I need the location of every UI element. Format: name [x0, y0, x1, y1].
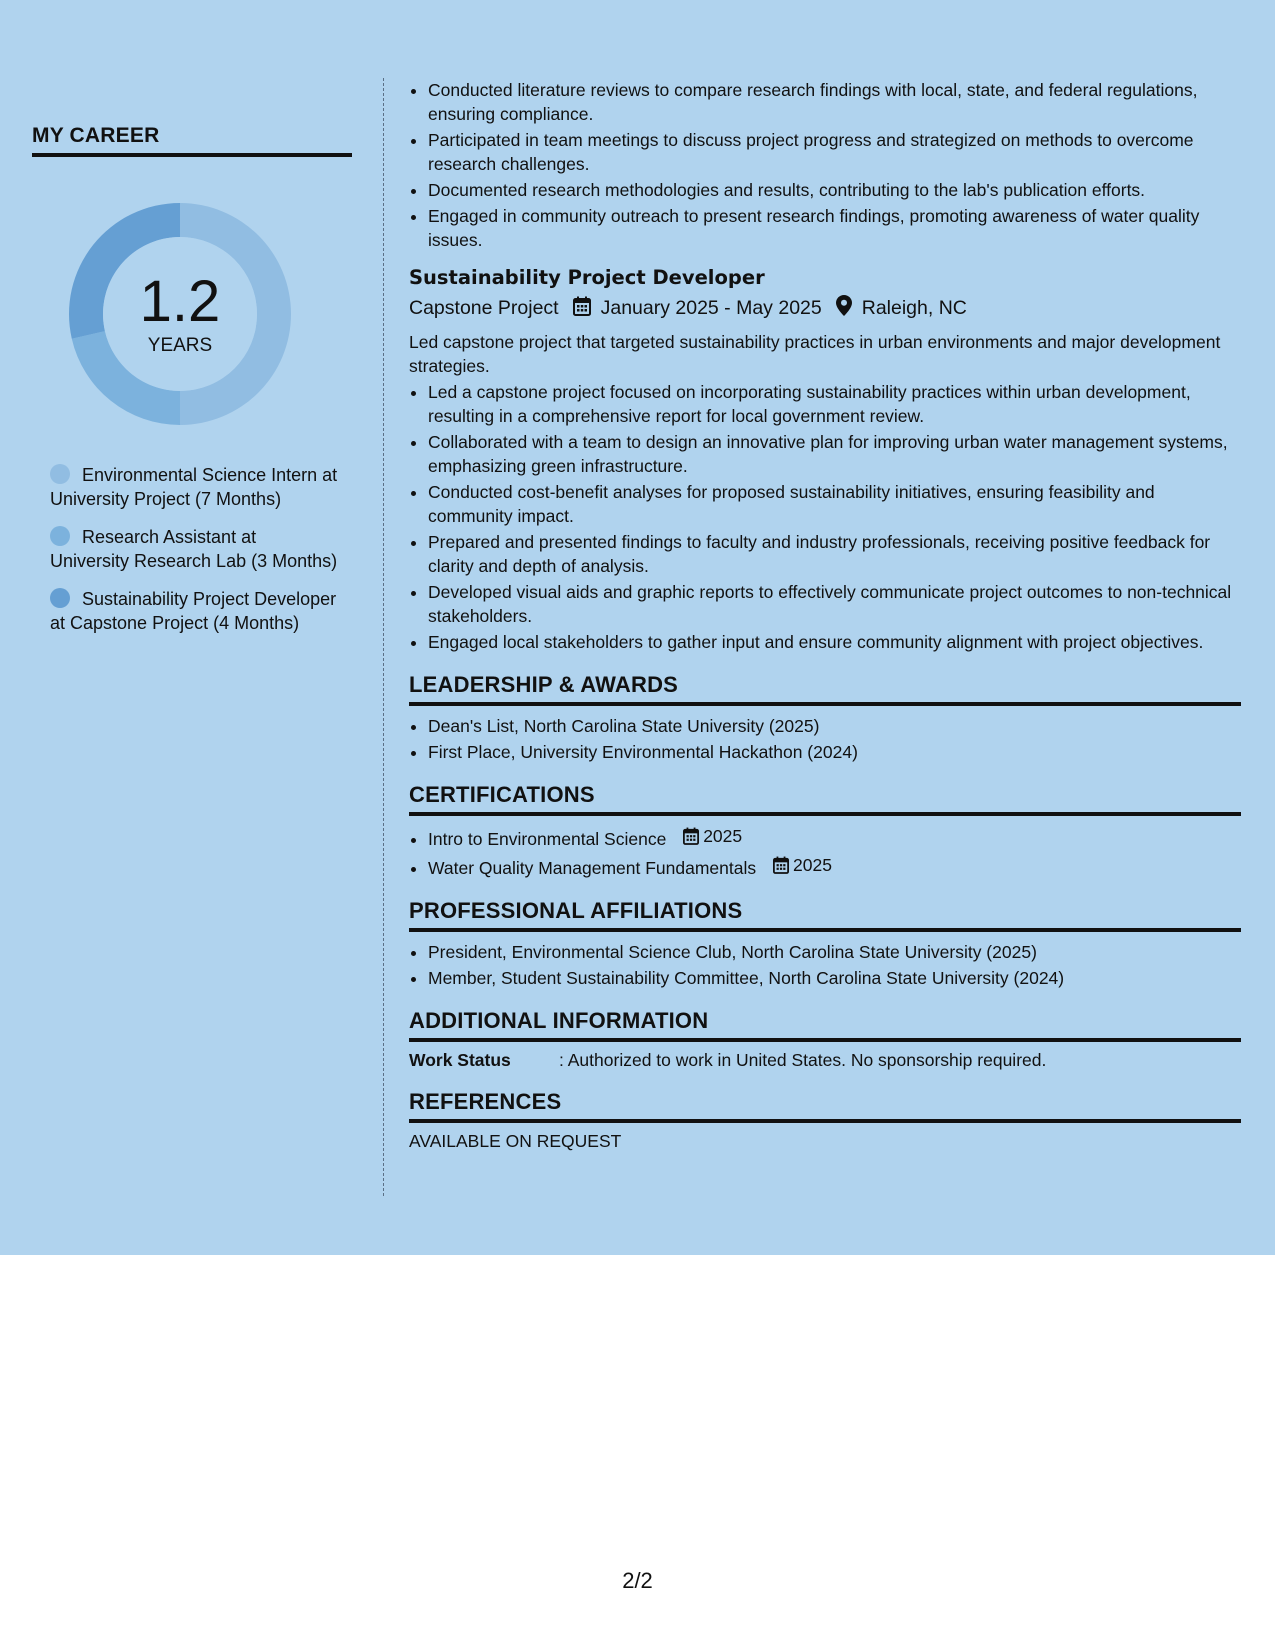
legend-dot — [50, 588, 70, 608]
legend-item — [50, 463, 340, 511]
legend-label: Research Assistant at University Research Lab (3 Months) — [50, 527, 338, 571]
bullet-item: • Engaged local stakeholders to gather input and ensure community alignment with project objectives. — [428, 630, 1241, 654]
career-donut-chart — [65, 199, 295, 429]
column-divider — [383, 78, 384, 1196]
legend-item — [50, 525, 340, 573]
job-title: Sustainability Project Developer — [409, 266, 765, 289]
legend-item — [50, 587, 340, 635]
certification-year — [773, 853, 832, 877]
previous-job-bullets — [409, 78, 1241, 252]
references-text: AVAILABLE ON REQUEST — [409, 1131, 622, 1151]
leadership-heading: LEADERSHIP & AWARDS — [409, 672, 1241, 706]
bullet-item: • Conducted literature reviews to compare research findings with local, state, and federal regulations, ensuring compliance. — [428, 78, 1241, 126]
job-dates: January 2025 - May 2025 — [600, 297, 822, 319]
references-section — [409, 1089, 1241, 1152]
certification-year — [683, 824, 742, 848]
calendar-icon — [773, 856, 789, 874]
list-item: • First Place, University Environmental Hackathon (2024) — [428, 740, 1241, 764]
references-heading: REFERENCES — [409, 1089, 1241, 1123]
legend-label: Environmental Science Intern at University Project (7 Months) — [50, 465, 338, 509]
list-item: • President, Environmental Science Club, North Carolina State University (2025) — [428, 940, 1241, 964]
additional-info-section — [409, 1008, 1241, 1071]
certifications-section — [409, 782, 1241, 880]
job-description: Led capstone project that targeted sustainability practices in urban environments and major development strategies. — [409, 332, 1221, 376]
calendar-icon — [573, 296, 591, 322]
list-item: • Dean's List, North Carolina State University (2025) — [428, 714, 1241, 738]
affiliations-list — [409, 940, 1241, 990]
bullet-item: • Developed visual aids and graphic reports to effectively communicate project outcomes to non-technical stakeholders. — [428, 580, 1241, 628]
job-company: Capstone Project — [409, 297, 559, 319]
work-status-row — [409, 1050, 1241, 1071]
affiliations-section — [409, 898, 1241, 990]
map-pin-icon — [836, 295, 852, 322]
calendar-icon — [683, 827, 699, 845]
certification-name: Intro to Environmental Science — [428, 829, 667, 849]
certifications-heading: CERTIFICATIONS — [409, 782, 1241, 816]
additional-info-heading: ADDITIONAL INFORMATION — [409, 1008, 1241, 1042]
career-sidebar — [32, 124, 352, 649]
certifications-list — [409, 824, 1241, 880]
bullet-item: • Participated in team meetings to discuss project progress and strategized on methods to overcome research challenges. — [428, 128, 1241, 176]
career-heading: MY CAREER — [32, 124, 352, 157]
list-item: • Member, Student Sustainability Committee, North Carolina State University (2024) — [428, 966, 1241, 990]
legend-label: Sustainability Project Developer at Capstone Project (4 Months) — [50, 589, 337, 633]
work-status-value: : Authorized to work in United States. No sponsorship required. — [559, 1050, 1047, 1070]
legend-dot — [50, 526, 70, 546]
bullet-item: • Collaborated with a team to design an innovative plan for improving urban water management systems, emphasizing green infrastructure. — [428, 430, 1241, 478]
donut-center — [65, 199, 295, 429]
bullet-item: • Led a capstone project focused on incorporating sustainability practices within urban development, resulting in a comprehensive report for local government review. — [428, 380, 1241, 428]
job-meta — [409, 295, 1241, 322]
list-item — [428, 824, 1241, 851]
bullet-item: • Engaged in community outreach to present research findings, promoting awareness of water quality issues. — [428, 204, 1241, 252]
leadership-section — [409, 672, 1241, 764]
bullet-item: • Documented research methodologies and results, contributing to the lab's publication efforts. — [428, 178, 1241, 202]
main-content — [409, 78, 1241, 1152]
career-legend — [50, 463, 340, 635]
list-item — [428, 853, 1241, 880]
certification-name: Water Quality Management Fundamentals — [428, 858, 757, 878]
bullet-item: • Prepared and presented findings to faculty and industry professionals, receiving positive feedback for clarity and depth of analysis. — [428, 530, 1241, 578]
job-bullets — [409, 380, 1241, 654]
total-years-value: 1.2 — [139, 269, 221, 334]
affiliations-heading: PROFESSIONAL AFFILIATIONS — [409, 898, 1241, 932]
page-number: 2/2 — [622, 1568, 653, 1593]
legend-dot — [50, 464, 70, 484]
certification-year-text: 2025 — [793, 855, 832, 875]
work-status-label: Work Status — [409, 1050, 511, 1070]
certification-year-text: 2025 — [703, 826, 743, 846]
bullet-item: • Conducted cost-benefit analyses for proposed sustainability initiatives, ensuring feasibility and community impact. — [428, 480, 1241, 528]
job-location: Raleigh, NC — [861, 297, 967, 319]
total-years-unit: YEARS — [147, 335, 213, 356]
leadership-list — [409, 714, 1241, 764]
